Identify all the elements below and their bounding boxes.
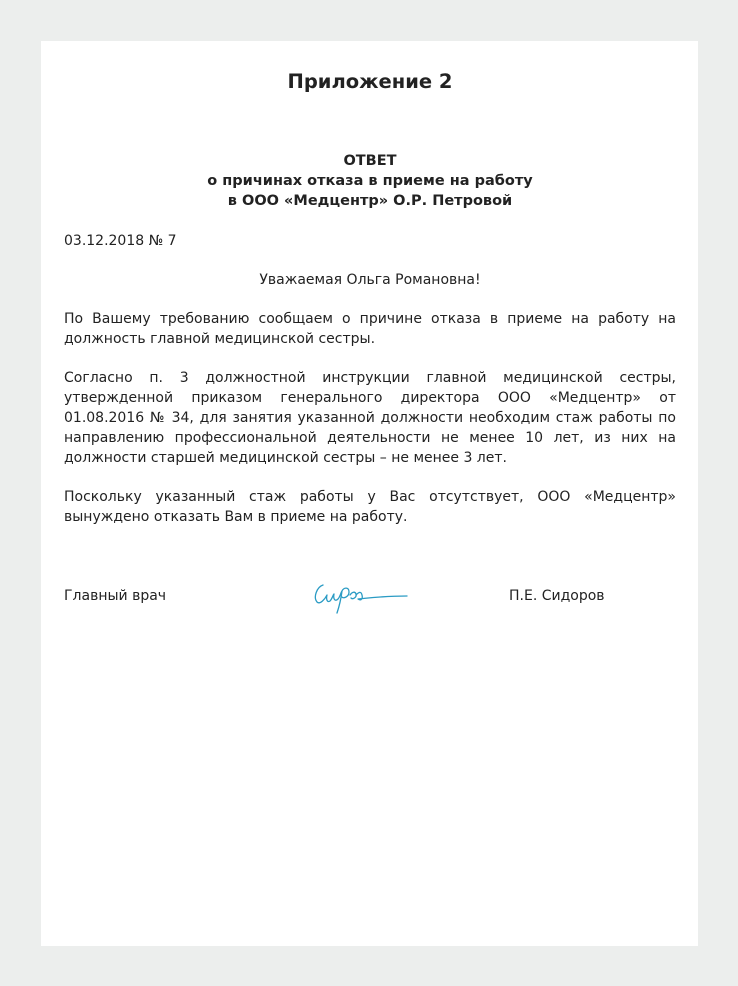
document-heading [64,151,676,211]
paragraph-1: По Вашему требованию сообщаем о причине отказа в приеме на работу на должность главной медицинской сестры. [64,311,676,347]
heading-line-3: в ООО «Медцентр» О.Р. Петровой [227,193,513,209]
heading-line-1: ОТВЕТ [343,153,397,169]
heading-line-2: о причинах отказа в приеме на работу [207,173,533,189]
paragraph-2: Согласно п. 3 должностной инструкции главной медицинской сестры, утвержденной приказом генерального директора ООО «Медцентр» от 01.08.2016 № 34, для занятия указанной должности необходим стаж работы по направлению профессиональной деятельности не менее 10 лет, из них на должности старшей медицинской сестры – не менее 3 лет. [64,370,676,466]
paragraph-3: Поскольку указанный стаж работы у Вас отсутствует, ООО «Медцентр» вынуждено отказать Вам в приеме на работу. [64,489,676,525]
signatory-name: П.Е. Сидоров [509,588,605,604]
salutation: Уважаемая Ольга Романовна! [259,272,481,288]
signatory-role: Главный врач [64,588,167,604]
document-page [41,41,698,946]
appendix-title: Приложение 2 [287,70,453,93]
date-number: 03.12.2018 № 7 [64,233,177,249]
handwritten-signature [309,575,409,617]
